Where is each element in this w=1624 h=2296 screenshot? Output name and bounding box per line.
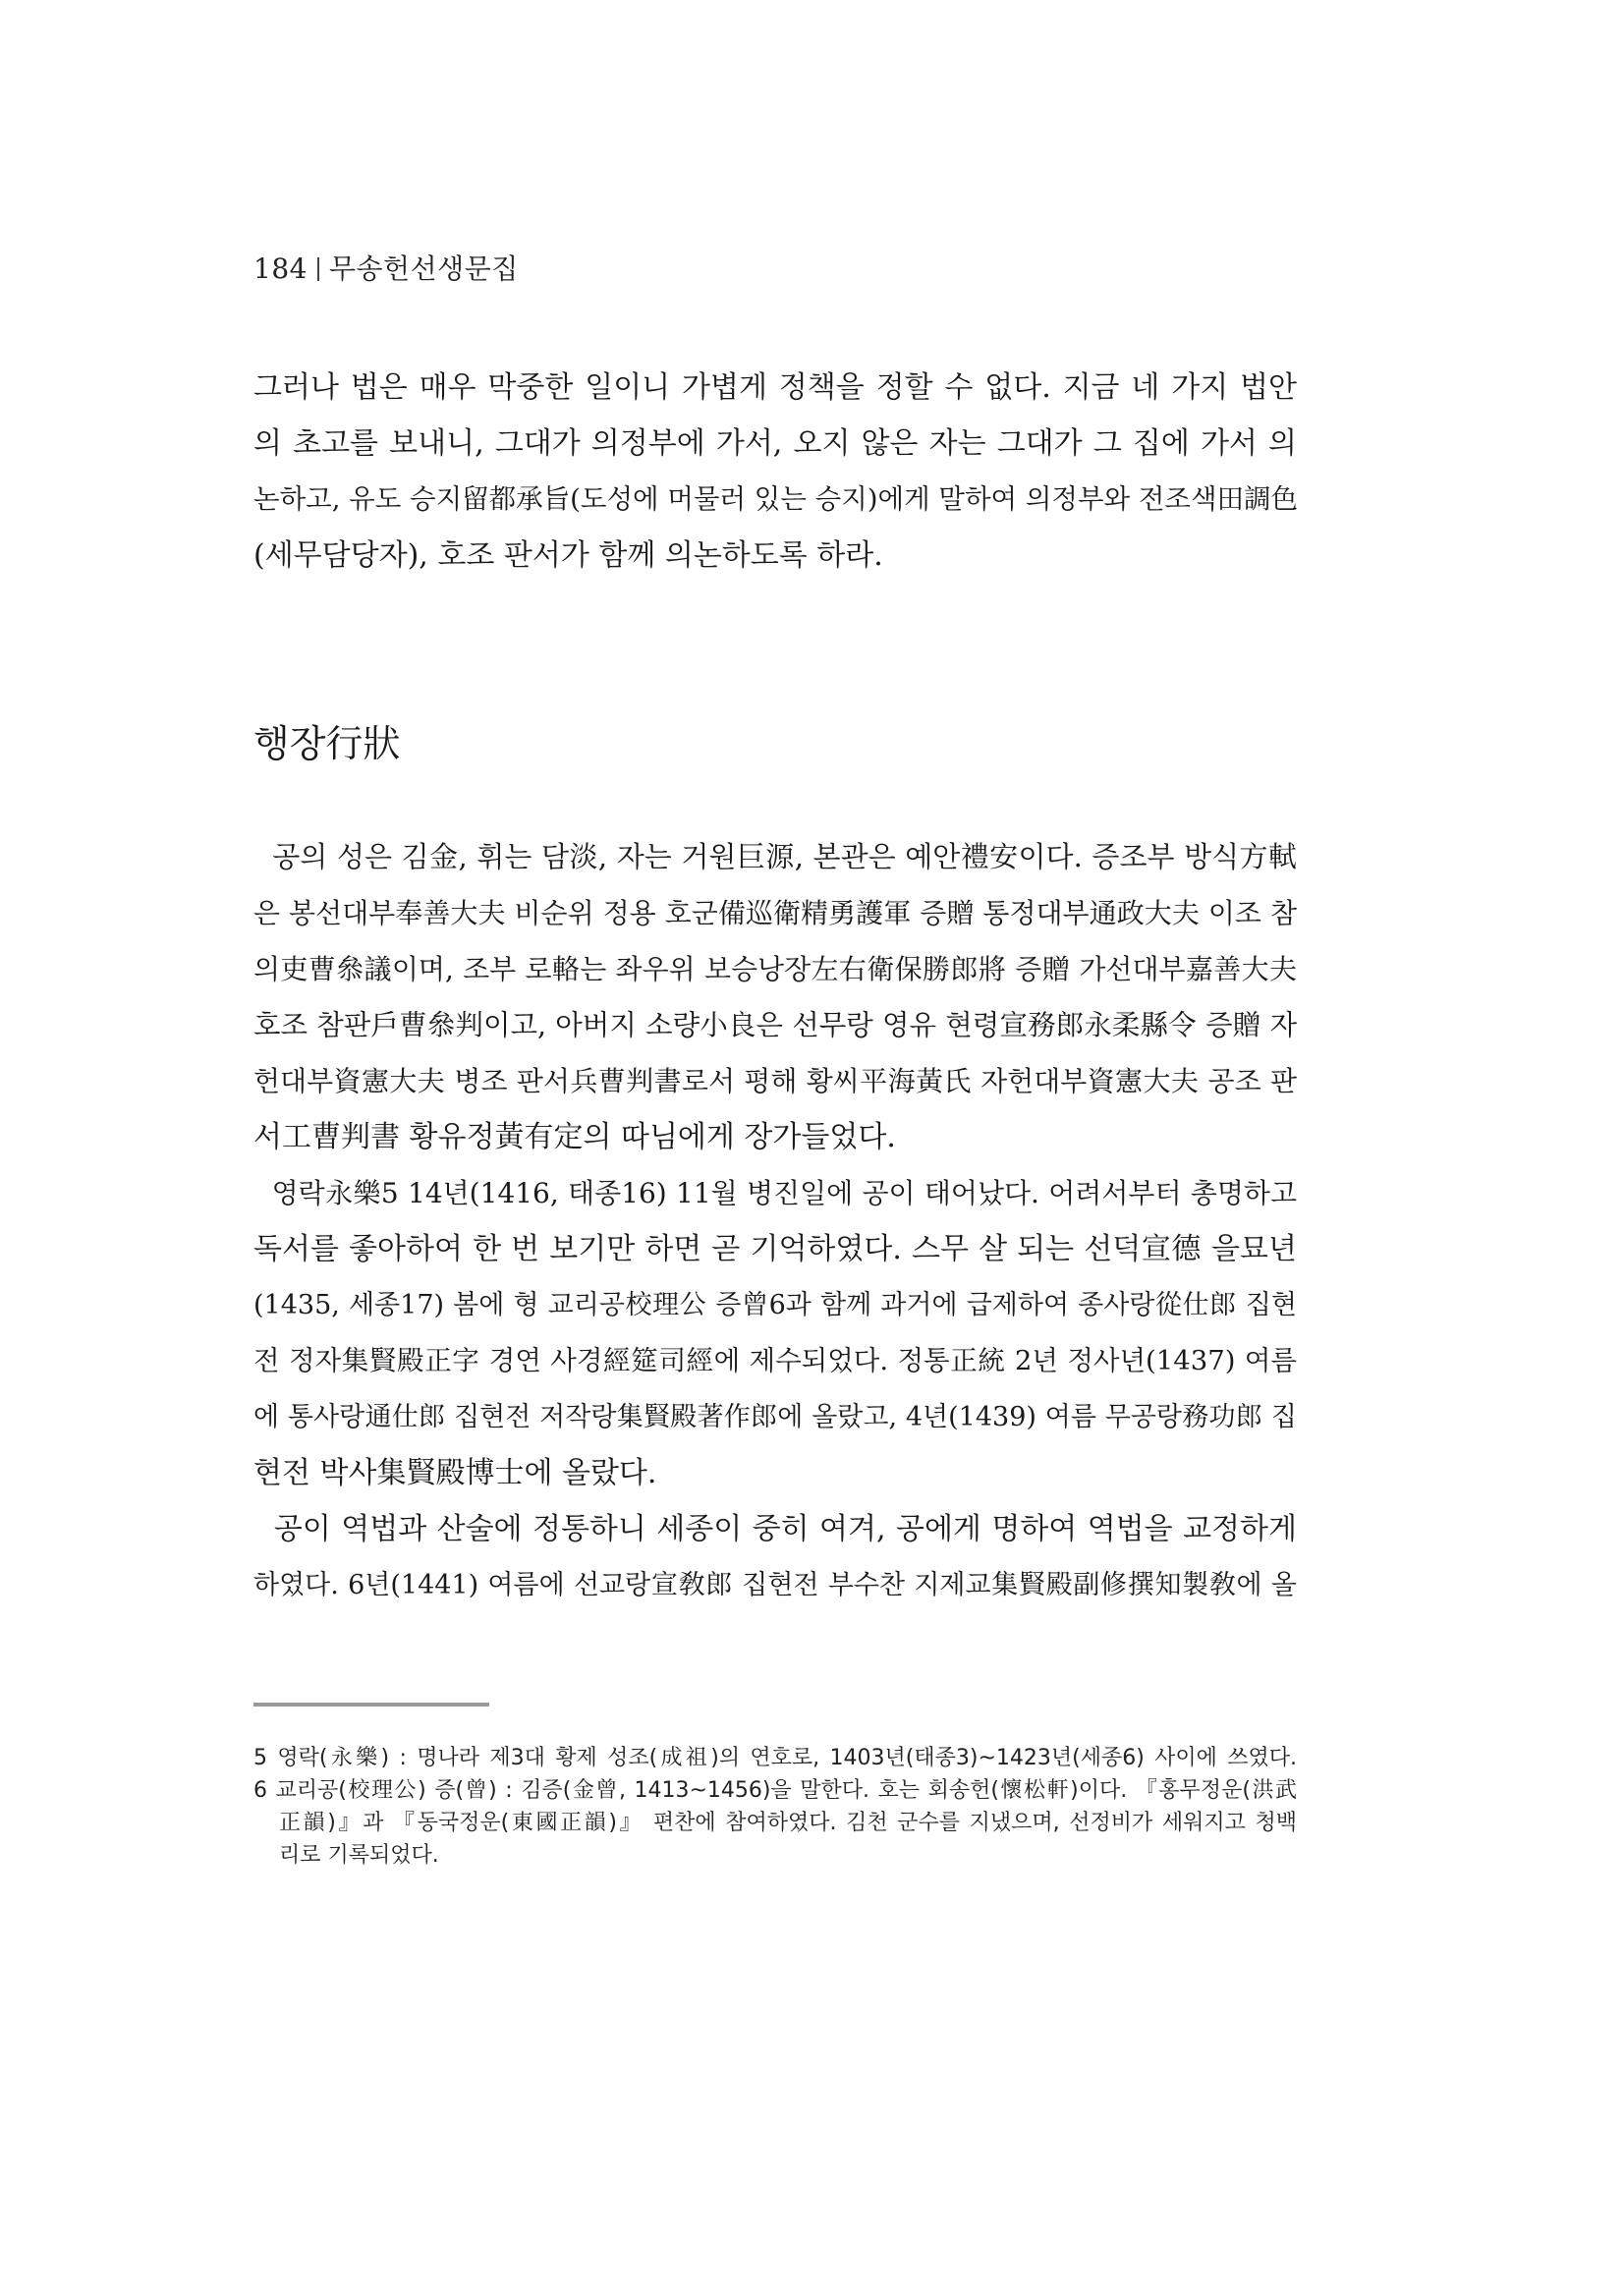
text-line: 헌대부資憲大夫 병조 판서兵曹判書로서 평해 황씨平海黃氏 자헌대부資憲大夫 공조 판 <box>253 1065 1297 1097</box>
section-title: 행장行狀 <box>253 722 401 765</box>
text-line: 그러나 법은 매우 막중한 일이니 가볍게 정책을 정할 수 없다. 지금 네 가지 법안 <box>253 370 1297 405</box>
footnote-divider <box>253 1703 489 1707</box>
text-line: 하였다. 6년(1441) 여름에 선교랑宣敎郎 집현전 부수찬 지제교集賢殿副修撰知製敎에 올 <box>253 1570 1297 1600</box>
text-line: 영락永樂5 14년(1416, 태종16) 11월 병진일에 공이 태어났다. 어려서부터 총명하고 <box>253 1177 1297 1209</box>
text-line: (1435, 세종17) 봄에 형 교리공校理公 증曾6과 함께 과거에 급제하여 종사랑從仕郎 집현 <box>253 1290 1297 1320</box>
footnotes <box>253 1742 1297 1872</box>
footnote-5: 5 영락(永樂) : 명나라 제3대 황제 성조(成祖)의 연호로, 1403년(태종3)~1423년(세종6) 사이에 쓰였다. <box>253 1746 1297 1770</box>
page-number: 184 <box>253 252 308 285</box>
text-line: 서工曹判書 황유정黃有定의 따님에게 장가들었다. <box>253 1120 896 1154</box>
text-line: 전 정자集賢殿正字 경연 사경經筵司經에 제수되었다. 정통正統 2년 정사년(1437) 여름 <box>253 1345 1297 1376</box>
footnote-6: 6 교리공(校理公) 증(曾) : 김증(金曾, 1413~1456)을 말한다. 호는 회송헌(懷松軒)이다. 『홍무정운(洪武 <box>253 1778 1297 1803</box>
text-line: 독서를 좋아하여 한 번 보기만 하면 곧 기억하였다. 스무 살 되는 선덕宣德 을묘년 <box>253 1232 1297 1266</box>
text-line: 현전 박사集賢殿博士에 올랐다. <box>253 1456 657 1490</box>
text-line: 의吏曹叅議이며, 조부 로輅는 좌우위 보승낭장左右衛保勝郎將 증贈 가선대부嘉善大夫 <box>253 953 1297 985</box>
running-head <box>253 248 519 287</box>
text-line: 논하고, 유도 승지留都承旨(도성에 머물러 있는 승지)에게 말하여 의정부와 전조색田調色 <box>253 483 1299 515</box>
text-line: 공이 역법과 산술에 정통하니 세종이 중히 여겨, 공에게 명하여 역법을 교정하게 <box>253 1512 1297 1546</box>
text-line: (세무담당자), 호조 판서가 함께 의논하도록 하라. <box>253 538 883 573</box>
text-line: 공의 성은 김金, 휘는 담淡, 자는 거원巨源, 본관은 예안禮安이다. 증조부 방식方軾 <box>253 840 1297 873</box>
text-line: 에 통사랑通仕郎 집현전 저작랑集賢殿著作郎에 올랐고, 4년(1439) 여름 무공랑務功郎 집 <box>253 1402 1297 1432</box>
text-line: 은 봉선대부奉善大夫 비순위 정용 호군備巡衛精勇護軍 증贈 통정대부通政大夫 이조 참 <box>253 897 1297 929</box>
running-head-separator <box>317 257 319 281</box>
book-title: 무송헌선생문집 <box>328 252 519 285</box>
paragraph-calendar <box>253 1501 1297 1613</box>
paragraph-ancestry <box>253 829 1297 1165</box>
footnote-6-continued: 正韻)』과 『동국정운(東國正韻)』 편찬에 참여하였다. 김천 군수를 지냈으며, 선정비가 세워지고 청백 <box>279 1811 1297 1835</box>
footnote-6-continued: 리로 기록되었다. <box>279 1843 439 1868</box>
text-line: 의 초고를 보내니, 그대가 의정부에 가서, 오지 않은 자는 그대가 그 집에 가서 의 <box>253 426 1297 461</box>
text-line: 호조 참판戶曹叅判이고, 아버지 소량小良은 선무랑 영유 현령宣務郎永柔縣令 증贈 자 <box>253 1009 1297 1041</box>
paragraph-early-life <box>253 1165 1297 1501</box>
paragraph-letter-closing <box>253 360 1297 584</box>
